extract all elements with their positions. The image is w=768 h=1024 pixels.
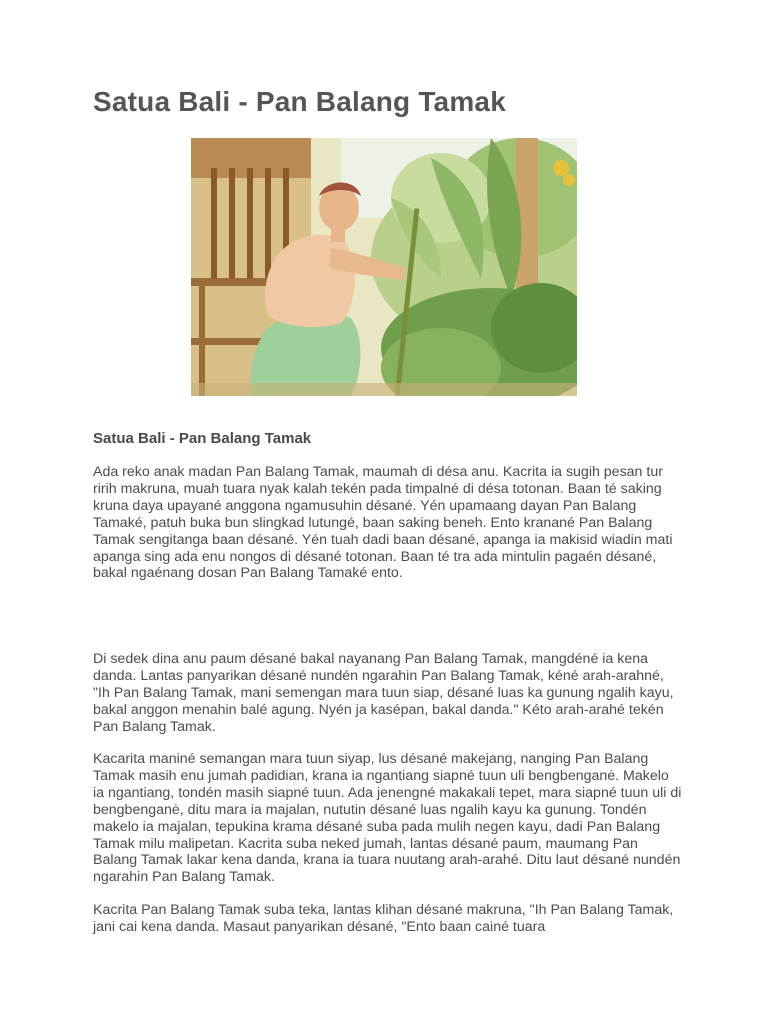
section-subtitle: Satua Bali - Pan Balang Tamak: [93, 430, 312, 447]
story-paragraph-1: Ada reko anak madan Pan Balang Tamak, maumah di désa anu. Kacrita ia sugih pesan tur ririh makruna, muah tuara nyak kalah tekén pada timpalné di désa totonan. Baan té saking kruna daya upayané anggona ngamusuhin désané. Yén upamaang dayan Pan Balang Tamaké, patuh buka bun slingkad lutungé, baan saking beneh. Ento kranané Pan Balang Tamak sengitanga baan désané. Yén tuah dadi baan désané, apanga ia makisid wiadin mati apanga sing ada enu nongos di désané totonan. Baan té tra ada mintulin pagaén désané, bakal ngaénang dosan Pan Balang Tamaké ento.: [93, 464, 673, 582]
story-illustration: [191, 138, 577, 396]
story-paragraph-3: Kacarita maniné semangan mara tuun siyap, lus désané makejang, nanging Pan Balang Tamak masih enu jumah padidian, krana ia ngantiang siapné tuun uli bengbenganė. Makelo ia ngantiang, tondén masih siapné tuun. Ada jenengné makakali tepet, mara siapné tuun uli di bengbenganė, ditu mara ia majalan, nututin désané luas ngalih kayu ka gunung. Tondén makelo ia majalan, tepukina krama désané suba pada mulih negen kayu, dadi Pan Balang Tamak milu malipetan. Kacrita suba neked jumah, lantas désané paum, maumang Pan Balang Tamak lakar kena danda, krana ia tuara nuutang arah-arahé. Ditu laut désané nundén ngarahin Pan Balang Tamak.: [93, 751, 682, 886]
page-title: Satua Bali - Pan Balang Tamak: [93, 86, 506, 117]
story-paragraph-2: Di sedek dina anu paum désané bakal nayanang Pan Balang Tamak, mangdéné ia kena danda. Lantas panyarikan désané nundén ngarahin Pan Balang Tamak, kéné arah-arahné, "Ih Pan Balang Tamak, mani semengan mara tuun siap, désané luas ka gunung ngalih kayu, bakal anggon menahin balé agung. Nyén ja kasépan, bakal danda." Kéto arah-arahé tekén Pan Balang Tamak.: [93, 651, 674, 735]
story-paragraph-4: Kacrita Pan Balang Tamak suba teka, lantas klihan désané makruna, "Ih Pan Balang Tamak, jani cai kena danda. Masaut panyarikan désané, "Ento baan cainé tuara: [93, 902, 674, 935]
illustration-drawing: [191, 138, 577, 396]
